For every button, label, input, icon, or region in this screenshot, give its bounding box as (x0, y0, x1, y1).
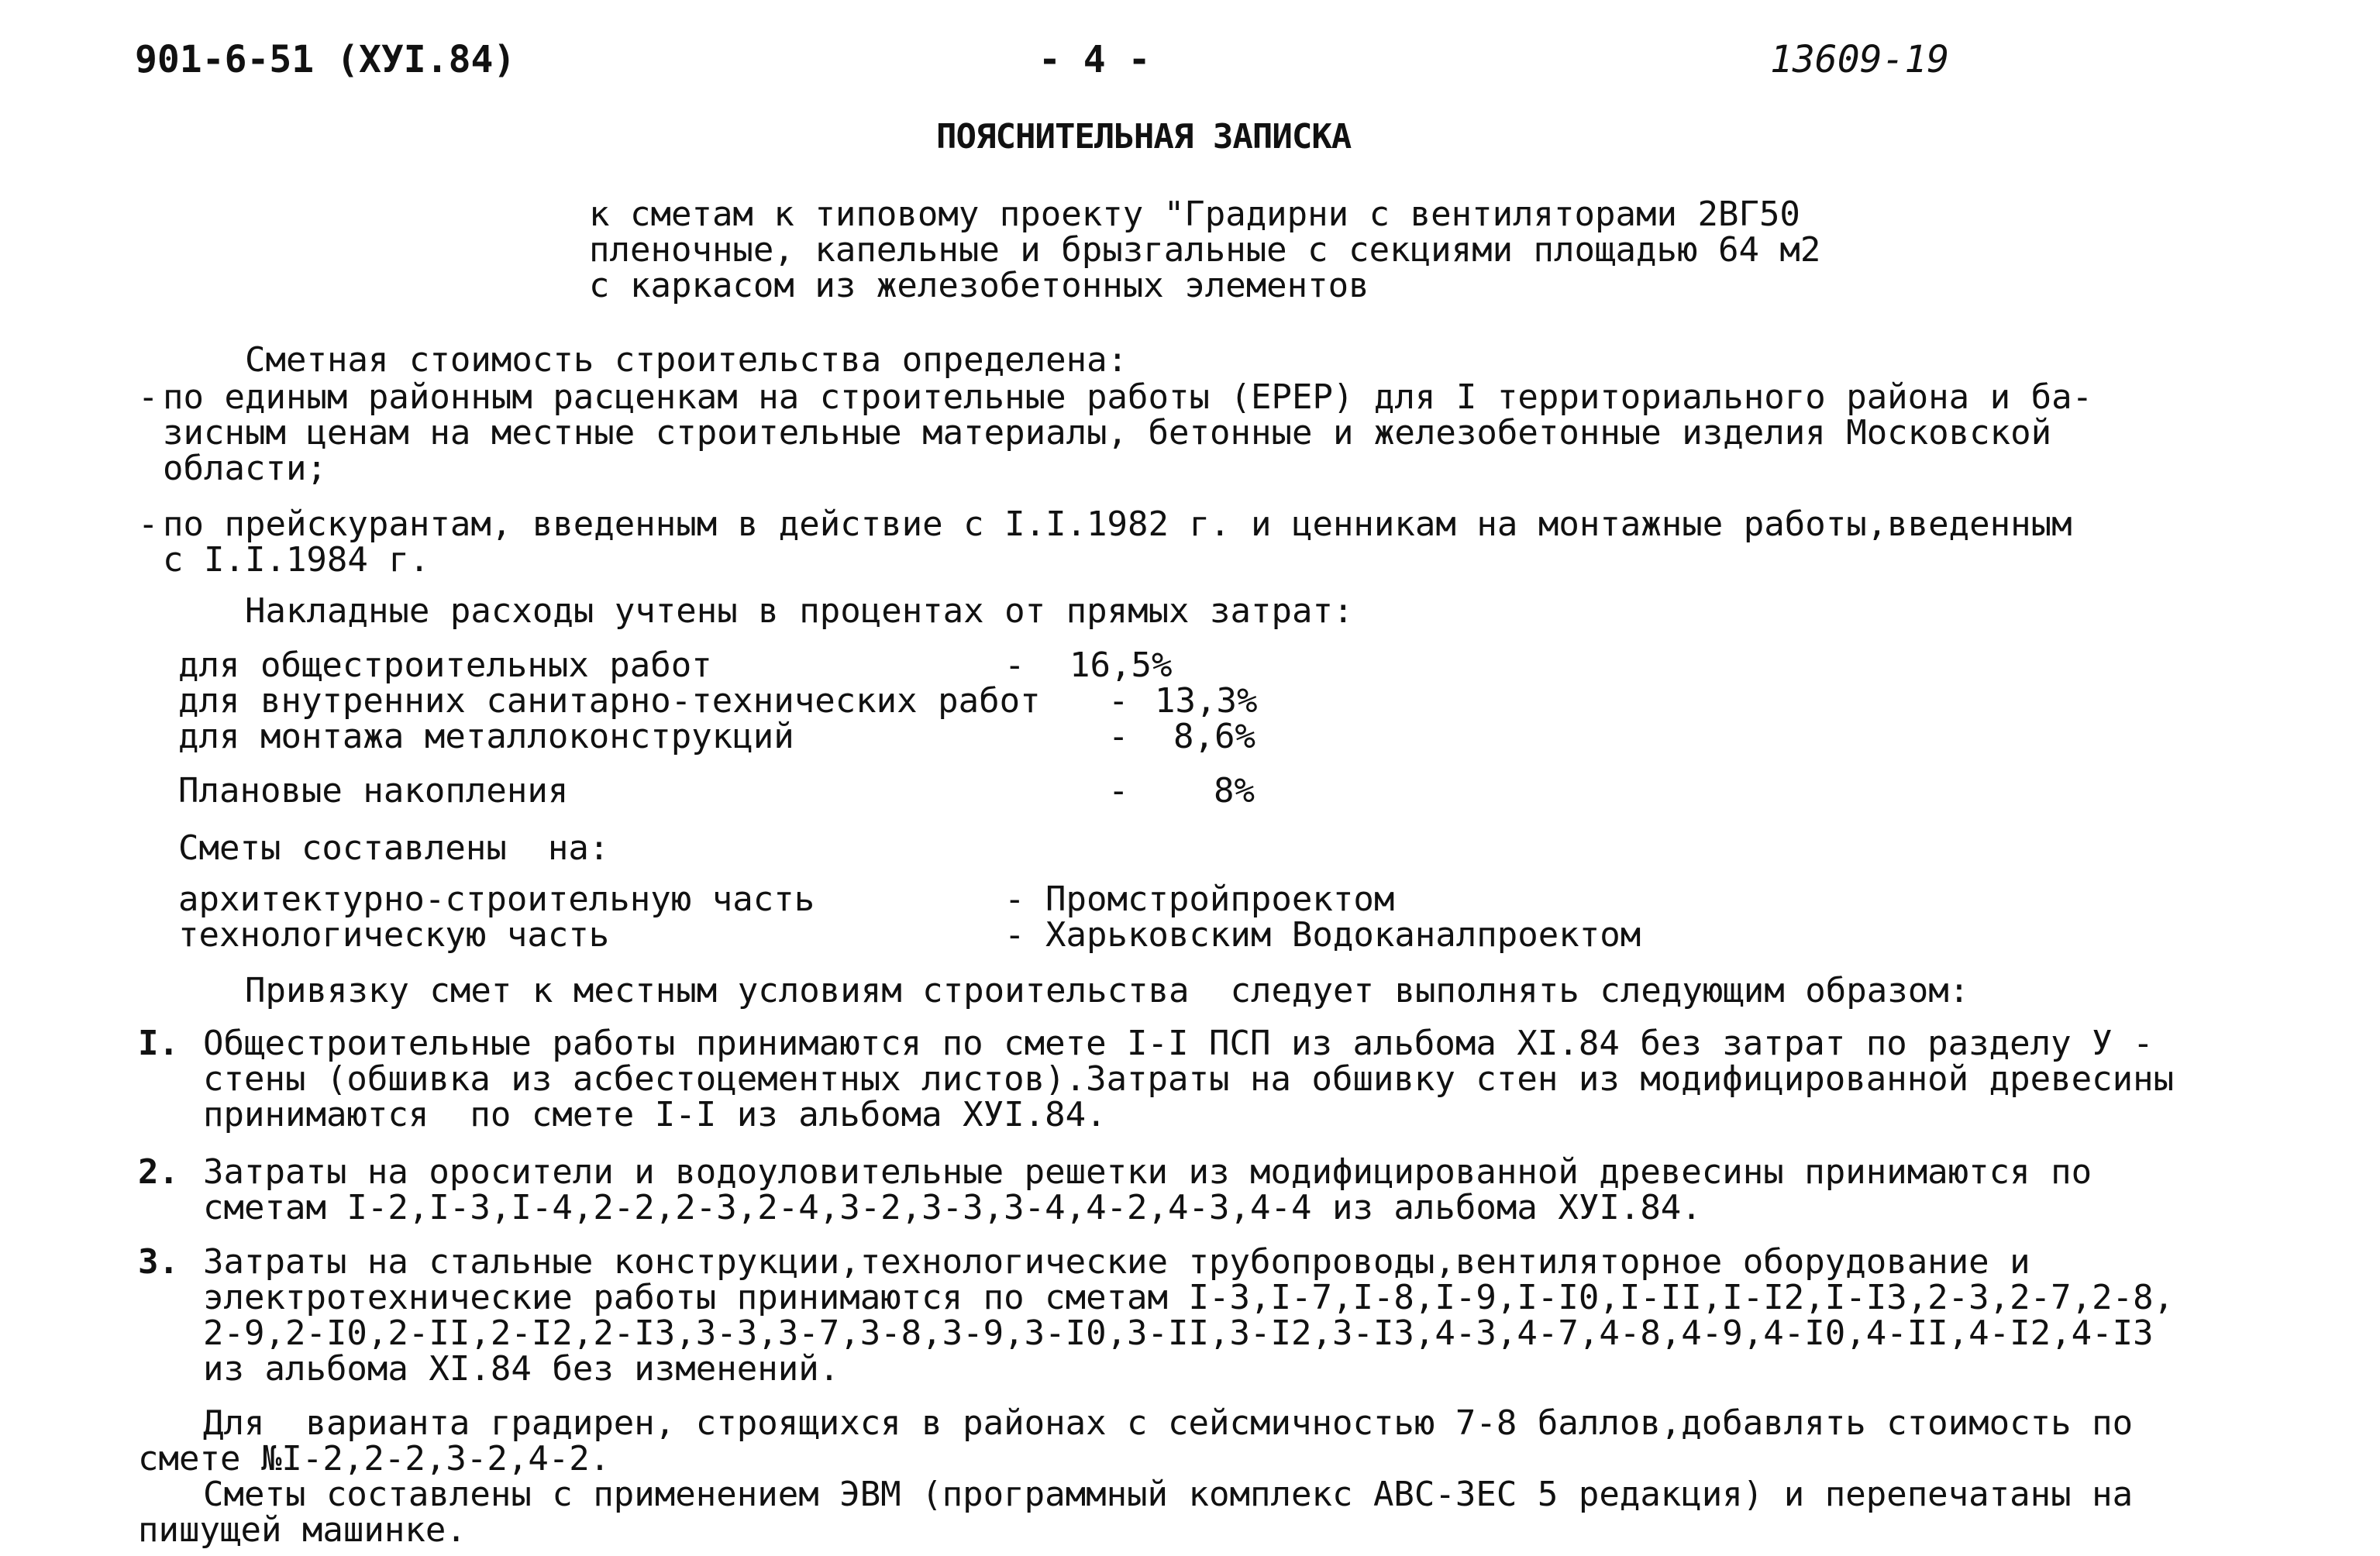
bullet-line: по единым районным расценкам на строительные работы (ЕРЕР) для I территориального района и ба- (163, 377, 2093, 417)
item-number: I. (138, 1024, 179, 1063)
item-number: 2. (138, 1152, 179, 1192)
overhead-dash: - (1108, 681, 1129, 721)
overhead-dash: - (1108, 717, 1129, 756)
overhead-value: 8,6% (1173, 717, 1255, 756)
subtitle-line: с каркасом из железобетонных элементов (589, 266, 1369, 305)
overhead-heading: Накладные расходы учтены в процентах от прямых затрат: (245, 591, 1354, 631)
archive-number: 13609-19 (1770, 38, 1950, 81)
overhead-dash: - (1004, 645, 1025, 685)
intro-text: Сметная стоимость строительства определена: (245, 340, 1128, 380)
document-code: 901-6-51 (XУI.84) (135, 38, 516, 81)
bullet-line: зисным ценам на местные строительные материалы, бетонные и железобетонные изделия Московской (163, 413, 2052, 453)
overhead-label: для внутренних санитарно-технических работ (178, 681, 1041, 721)
bullet-line: с I.I.1984 г. (163, 540, 430, 580)
closing-line: Сметы составлены с применением ЭВМ (программный комплекс АВС-3ЕС 5 редакция) и перепечатаны на (203, 1475, 2134, 1514)
planned-label: Плановые накопления (178, 771, 569, 811)
estimates-org: - Харьковским Водоканалпроектом (1004, 915, 1641, 955)
overhead-value: 13,3% (1155, 681, 1258, 721)
item-line: электротехнические работы принимаются по сметам I-3,I-7,I-8,I-9,I-I0,I-II,I-I2,I-I3,2-3,2-7,2-8, (203, 1278, 2175, 1317)
estimates-heading: Сметы составлены на: (178, 828, 610, 868)
binding-heading: Привязку смет к местным условиям строительства следует выполнять следующим образом: (245, 971, 1970, 1010)
closing-line: смете №I-2,2-2,3-2,4-2. (138, 1439, 611, 1479)
planned-dash: - (1108, 771, 1129, 811)
item-line: из альбома XI.84 без изменений. (203, 1349, 840, 1389)
item-line: 2-9,2-I0,2-II,2-I2,2-I3,3-3,3-7,3-8,3-9,3-I0,3-II,3-I2,3-I3,4-3,4-7,4-8,4-9,4-I0,4-II,4-I2,4-I3 (203, 1313, 2154, 1353)
estimates-org: - Промстройпроектом (1004, 880, 1395, 919)
item-line: принимаются по смете I-I из альбома XУI.84. (203, 1095, 1107, 1134)
item-number: 3. (138, 1242, 179, 1282)
page-number: - 4 - (1038, 38, 1151, 81)
overhead-label: для общестроительных работ (178, 645, 712, 685)
item-line: Общестроительные работы принимаются по смете I-I ПСП из альбома XI.84 без затрат по разделу У - (203, 1024, 2154, 1063)
estimates-label: архитектурно-строительную часть (178, 880, 815, 919)
item-line: Затраты на стальные конструкции,технологические трубопроводы,вентиляторное оборудование и (203, 1242, 2030, 1282)
overhead-label: для монтажа металлоконструкций (178, 717, 794, 756)
bullet-marker: - (138, 504, 159, 544)
closing-line: Для варианта градирен, строящихся в районах с сейсмичностью 7-8 баллов,добавлять стоимость по (203, 1403, 2134, 1443)
item-line: сметам I-2,I-3,I-4,2-2,2-3,2-4,3-2,3-3,3-4,4-2,4-3,4-4 из альбома XУI.84. (203, 1188, 1702, 1227)
subtitle-line: к сметам к типовому проекту "Градирни с вентиляторами 2ВГ50 (589, 194, 1800, 234)
bullet-line: области; (163, 449, 327, 488)
bullet-line: по прейскурантам, введенным в действие с I.I.1982 г. и ценникам на монтажные работы,введенным (163, 504, 2072, 544)
item-line: стены (обшивка из асбестоцементных листов).Затраты на обшивку стен из модифицированной древесины (203, 1059, 2175, 1099)
page-title: ПОЯСНИТЕЛЬНАЯ ЗАПИСКА (936, 117, 1352, 157)
bullet-marker: - (138, 377, 159, 417)
planned-value: 8% (1214, 771, 1255, 811)
closing-line: пишущей машинке. (138, 1510, 467, 1550)
estimates-label: технологическую часть (178, 915, 610, 955)
subtitle-line: пленочные, капельные и брызгальные с секциями площадью 64 м2 (589, 230, 1821, 270)
item-line: Затраты на оросители и водоуловительные решетки из модифицированной древесины принимаются по (203, 1152, 2092, 1192)
overhead-value: 16,5% (1069, 645, 1173, 685)
